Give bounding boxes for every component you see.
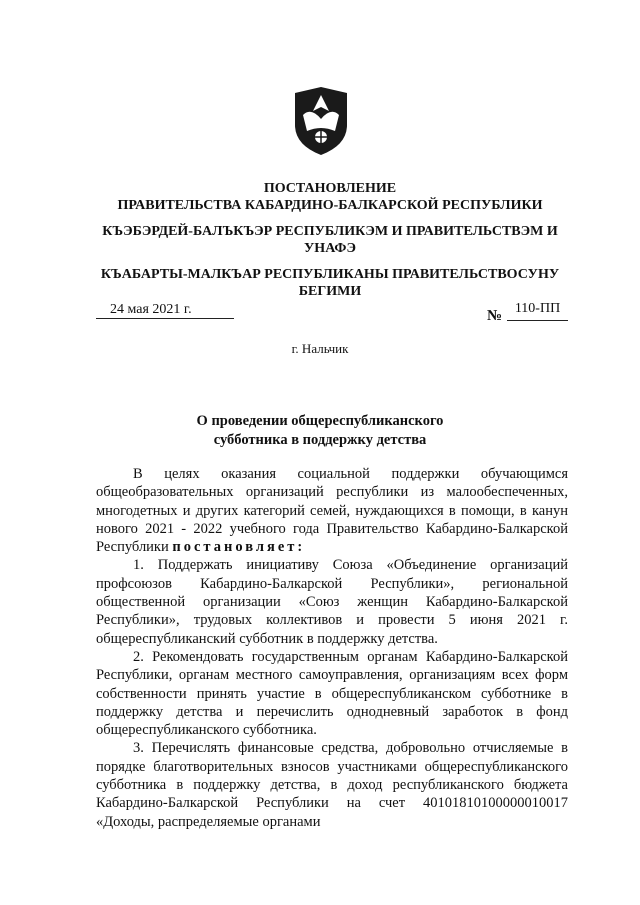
subject-line-2: субботника в поддержку детства: [213, 432, 427, 448]
kabardian-title: КЪЭБЭРДЕЙ-БАЛЪКЪЭР РЕСПУБЛИКЭМ И ПРАВИТЕЛЬСТВЭМ И УНАФЭ: [102, 224, 558, 256]
balkar-title: КЪАБАРТЫ-МАЛКЪАР РЕСПУБЛИКАНЫ ПРАВИТЕЛЬСТВОСУНУ БЕГИМИ: [100, 267, 560, 299]
document-subject: [150, 412, 490, 450]
subject-line-1: О проведении общереспубликанского: [196, 413, 444, 429]
paragraph-3: 3. Перечислять финансовые средства, добровольно отчисляемые в порядке благотворительных взносов участниками общереспубликанского субботника в поддержку детства, в доход республиканского бюджета Кабардино-Балкарской Республики на счет 40101810100000010017 «Доходы, распределяемые органами: [96, 740, 568, 830]
paragraph-2: 2. Рекомендовать государственным органам Кабардино-Балкарской Республики, органам местного самоуправления, организациям всех форм собственности принять участие в общереспубликанском субботнике в поддержку детства и перечислить однодневный заработок в фонд общереспубликанского субботника.: [96, 648, 568, 739]
intro-paragraph: [96, 465, 568, 556]
intro-keyword: постановляет:: [172, 539, 306, 556]
intro-text: В целях оказания социальной поддержки обучающимся общеобразовательных организаций республики из малообеспеченных, многодетных и других категорий семей, нуждающихся в помощи, в канун нового 2021 - 2022 учебного года Правительство Кабардино-Балкарской Республики: [96, 466, 568, 556]
city-name: г. Нальчик: [291, 341, 349, 356]
paragraph-1: 1. Поддержать инициативу Союза «Объединение организаций профсоюзов Кабардино-Балкарской Республики», региональной общественной организации «Союз женщин Кабардино-Балкарской Республики», трудовых коллективов и провести 5 июня 2021 г. общереспубликанский субботник в поддержку детства.: [96, 557, 568, 647]
document-number: 110-ПП: [507, 300, 568, 321]
coat-of-arms-emblem: [291, 85, 351, 157]
title-line-1: ПОСТАНОВЛЕНИЕ: [263, 181, 397, 196]
document-body: [96, 465, 568, 831]
number-sign: №: [487, 308, 503, 324]
document-title: [90, 180, 570, 214]
document-date: 24 мая 2021 г.: [96, 301, 234, 319]
title-line-2: ПРАВИТЕЛЬСТВА КАБАРДИНО-БАЛКАРСКОЙ РЕСПУБЛИКИ: [117, 198, 543, 213]
